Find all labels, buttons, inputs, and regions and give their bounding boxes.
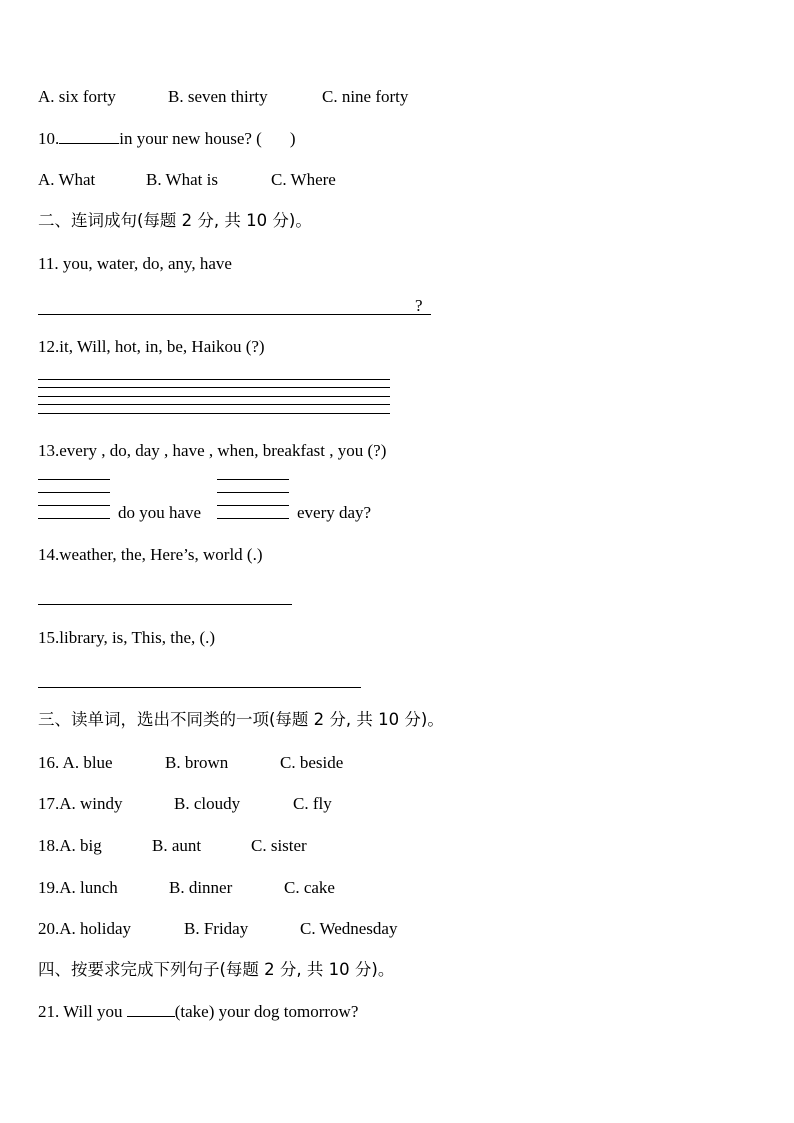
q16-option-a: 16. A. blue — [38, 753, 113, 772]
q9-option-a: A. six forty — [38, 87, 116, 106]
q16-option-c: C. beside — [280, 753, 344, 772]
q9-option-c: C. nine forty — [322, 87, 409, 106]
q13-blank2-line-3[interactable] — [217, 505, 289, 506]
q19-option-a: 19.A. lunch — [38, 878, 118, 897]
q10-close-paren: ) — [289, 129, 296, 148]
q18-option-b: B. aunt — [152, 836, 202, 855]
q18-option-c: C. sister — [251, 836, 307, 855]
q12-answer-line-1[interactable] — [38, 379, 390, 380]
q18-row — [38, 836, 307, 856]
q13-end-text: every day? — [297, 503, 372, 522]
q10-option-c: C. Where — [271, 170, 336, 189]
section-4-heading: 四、按要求完成下列句子(每题 2 分, 共 10 分)。 — [38, 960, 395, 979]
q14-prompt: 14.weather, the, Here’s, world (.) — [38, 545, 263, 564]
q17-option-a: 17.A. windy — [38, 794, 123, 813]
q10-number: 10. — [38, 129, 60, 148]
q13-blank1-line-4[interactable] — [38, 518, 110, 519]
section-2-heading: 二、连词成句(每题 2 分, 共 10 分)。 — [38, 211, 312, 230]
q10-text: in your new house? ( — [119, 129, 262, 148]
q11-prompt: 11. you, water, do, any, have — [38, 254, 232, 273]
q19-option-c: C. cake — [284, 878, 335, 897]
q14-answer-line[interactable] — [38, 604, 292, 605]
q20-row — [38, 919, 397, 939]
q13-blank1-line-2[interactable] — [38, 492, 110, 493]
q12-prompt: 12.it, Will, hot, in, be, Haikou (?) — [38, 337, 265, 356]
q21-answer-blank[interactable] — [127, 1002, 175, 1017]
q17-option-b: B. cloudy — [174, 794, 241, 813]
q16-row — [38, 753, 343, 773]
q21-prefix: 21. Will you — [38, 1002, 123, 1021]
section-3-heading: 三、读单词，选出不同类的一项(每题 2 分, 共 10 分)。 — [38, 710, 444, 729]
q18-option-a: 18.A. big — [38, 836, 102, 855]
q10-option-b: B. What is — [146, 170, 218, 189]
q15-prompt: 15.library, is, This, the, (.) — [38, 628, 216, 647]
q15-answer-line[interactable] — [38, 687, 361, 688]
q19-row — [38, 878, 335, 898]
q13-blank1-line-1[interactable] — [38, 479, 110, 480]
q13-blank2-line-2[interactable] — [217, 492, 289, 493]
q9-options — [38, 87, 408, 107]
q11-end-mark: ? — [415, 296, 423, 315]
q13-prompt: 13.every , do, day , have , when, breakfast , you (?) — [38, 441, 387, 460]
q20-option-c: C. Wednesday — [300, 919, 398, 938]
q12-answer-line-5[interactable] — [38, 413, 390, 414]
q13-blank2-line-1[interactable] — [217, 479, 289, 480]
q10-option-a: A. What — [38, 170, 96, 189]
q17-row — [38, 794, 332, 814]
q21-suffix: (take) your dog tomorrow? — [174, 1002, 359, 1021]
q20-option-a: 20.A. holiday — [38, 919, 132, 938]
q10-options — [38, 170, 336, 190]
q13-mid-text: do you have — [118, 503, 202, 522]
q19-option-b: B. dinner — [169, 878, 233, 897]
q12-answer-line-3[interactable] — [38, 396, 390, 397]
q10-answer-blank[interactable] — [59, 129, 119, 144]
q11-answer-line[interactable] — [38, 314, 431, 315]
q12-answer-line-4[interactable] — [38, 404, 390, 405]
q10-question — [38, 129, 296, 149]
q17-option-c: C. fly — [293, 794, 332, 813]
q21-question — [38, 1002, 358, 1022]
q13-blank2-line-4[interactable] — [217, 518, 289, 519]
q9-option-b: B. seven thirty — [168, 87, 268, 106]
q13-blank1-line-3[interactable] — [38, 505, 110, 506]
q16-option-b: B. brown — [165, 753, 229, 772]
q12-answer-line-2[interactable] — [38, 387, 390, 388]
q20-option-b: B. Friday — [184, 919, 249, 938]
